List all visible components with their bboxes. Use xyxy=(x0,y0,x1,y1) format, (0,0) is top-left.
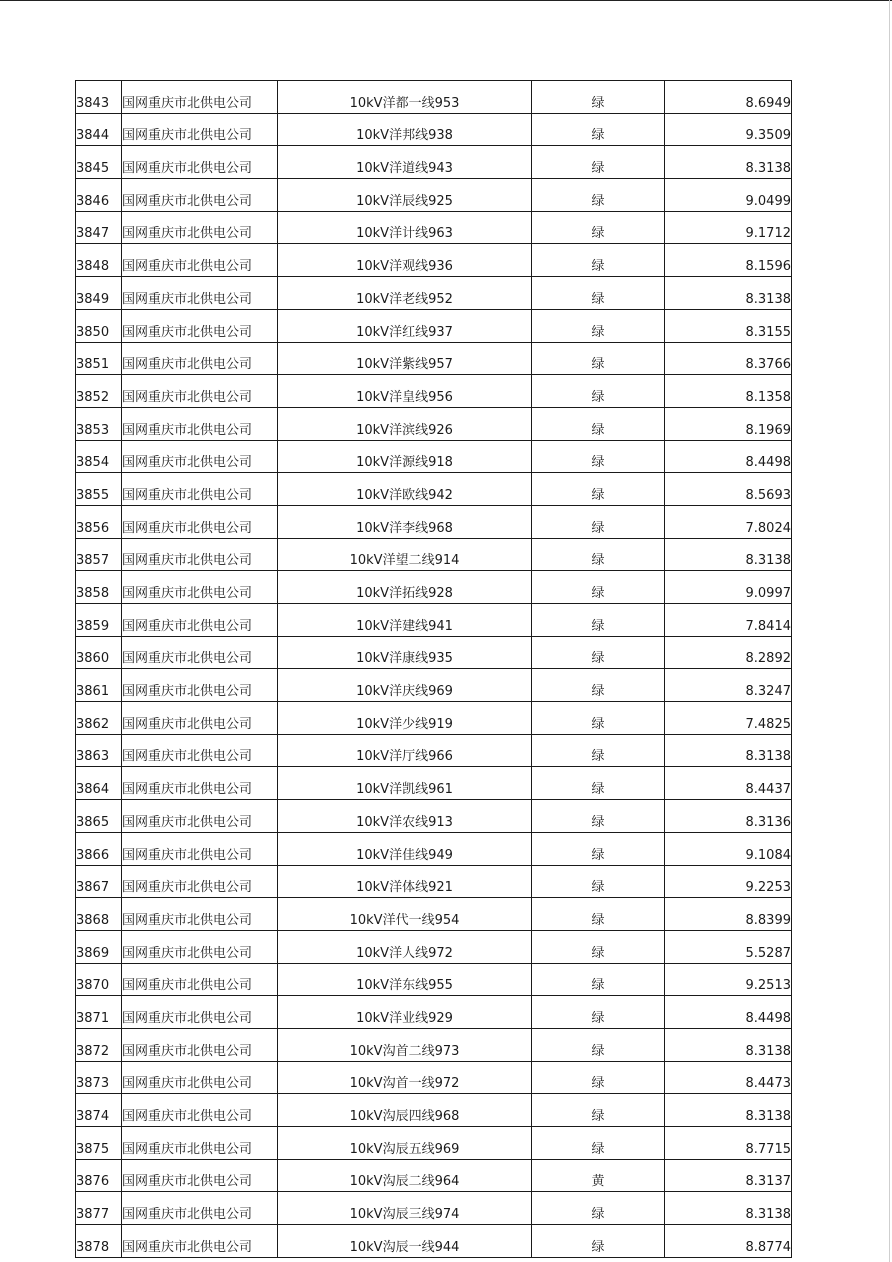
row-index-cell: 3846 xyxy=(76,179,122,212)
metric-value-cell: 8.5693 xyxy=(665,473,792,506)
feeder-line-name-cell: 10kV沟辰五线969 xyxy=(278,1127,532,1160)
company-name-cell: 国网重庆市北供电公司 xyxy=(122,1094,278,1127)
table-body xyxy=(76,81,792,1258)
feeder-line-name-cell: 10kV洋代一线954 xyxy=(278,898,532,931)
status-color-cell: 绿 xyxy=(532,734,665,767)
feeder-line-name-cell: 10kV洋厅线966 xyxy=(278,734,532,767)
feeder-data-table xyxy=(75,80,792,1258)
row-index-cell: 3873 xyxy=(76,1061,122,1094)
feeder-line-name-cell: 10kV洋体线921 xyxy=(278,865,532,898)
row-index-cell: 3867 xyxy=(76,865,122,898)
row-index-cell: 3877 xyxy=(76,1192,122,1225)
company-name-cell: 国网重庆市北供电公司 xyxy=(122,669,278,702)
status-color-cell: 绿 xyxy=(532,767,665,800)
company-name-cell: 国网重庆市北供电公司 xyxy=(122,538,278,571)
metric-value-cell: 8.3766 xyxy=(665,342,792,375)
row-index-cell: 3866 xyxy=(76,832,122,865)
table-row xyxy=(76,538,792,571)
row-index-cell: 3862 xyxy=(76,702,122,735)
table-row xyxy=(76,930,792,963)
status-color-cell: 绿 xyxy=(532,277,665,310)
company-name-cell: 国网重庆市北供电公司 xyxy=(122,113,278,146)
status-color-cell: 绿 xyxy=(532,179,665,212)
table-row xyxy=(76,1028,792,1061)
metric-value-cell: 8.3138 xyxy=(665,1192,792,1225)
row-index-cell: 3871 xyxy=(76,996,122,1029)
feeder-line-name-cell: 10kV洋源线918 xyxy=(278,440,532,473)
feeder-line-name-cell: 10kV洋邦线938 xyxy=(278,113,532,146)
feeder-line-name-cell: 10kV沟首二线973 xyxy=(278,1028,532,1061)
table-row xyxy=(76,211,792,244)
status-color-cell: 绿 xyxy=(532,930,665,963)
metric-value-cell: 8.8774 xyxy=(665,1225,792,1258)
status-color-cell: 绿 xyxy=(532,440,665,473)
status-color-cell: 绿 xyxy=(532,1192,665,1225)
feeder-line-name-cell: 10kV洋佳线949 xyxy=(278,832,532,865)
company-name-cell: 国网重庆市北供电公司 xyxy=(122,702,278,735)
company-name-cell: 国网重庆市北供电公司 xyxy=(122,146,278,179)
company-name-cell: 国网重庆市北供电公司 xyxy=(122,734,278,767)
metric-value-cell: 8.4498 xyxy=(665,996,792,1029)
company-name-cell: 国网重庆市北供电公司 xyxy=(122,1127,278,1160)
company-name-cell: 国网重庆市北供电公司 xyxy=(122,211,278,244)
metric-value-cell: 8.3138 xyxy=(665,538,792,571)
table-row xyxy=(76,113,792,146)
company-name-cell: 国网重庆市北供电公司 xyxy=(122,604,278,637)
feeder-line-name-cell: 10kV洋观线936 xyxy=(278,244,532,277)
feeder-line-name-cell: 10kV洋拓线928 xyxy=(278,571,532,604)
table-row xyxy=(76,342,792,375)
feeder-line-name-cell: 10kV洋康线935 xyxy=(278,636,532,669)
company-name-cell: 国网重庆市北供电公司 xyxy=(122,1028,278,1061)
table-row xyxy=(76,505,792,538)
company-name-cell: 国网重庆市北供电公司 xyxy=(122,277,278,310)
feeder-line-name-cell: 10kV洋紫线957 xyxy=(278,342,532,375)
metric-value-cell: 8.6949 xyxy=(665,81,792,114)
company-name-cell: 国网重庆市北供电公司 xyxy=(122,473,278,506)
table-row xyxy=(76,571,792,604)
row-index-cell: 3851 xyxy=(76,342,122,375)
table-row xyxy=(76,1225,792,1258)
status-color-cell: 绿 xyxy=(532,669,665,702)
feeder-line-name-cell: 10kV洋皇线956 xyxy=(278,375,532,408)
table-row xyxy=(76,244,792,277)
row-index-cell: 3843 xyxy=(76,81,122,114)
table-row xyxy=(76,1159,792,1192)
feeder-line-name-cell: 10kV沟辰三线974 xyxy=(278,1192,532,1225)
table-row xyxy=(76,277,792,310)
status-color-cell: 绿 xyxy=(532,538,665,571)
metric-value-cell: 8.1358 xyxy=(665,375,792,408)
row-index-cell: 3874 xyxy=(76,1094,122,1127)
feeder-line-name-cell: 10kV洋老线952 xyxy=(278,277,532,310)
company-name-cell: 国网重庆市北供电公司 xyxy=(122,800,278,833)
page-top-border xyxy=(0,0,892,1)
company-name-cell: 国网重庆市北供电公司 xyxy=(122,81,278,114)
company-name-cell: 国网重庆市北供电公司 xyxy=(122,1225,278,1258)
status-color-cell: 绿 xyxy=(532,963,665,996)
feeder-line-name-cell: 10kV洋红线937 xyxy=(278,309,532,342)
feeder-line-name-cell: 10kV洋都一线953 xyxy=(278,81,532,114)
company-name-cell: 国网重庆市北供电公司 xyxy=(122,505,278,538)
feeder-line-name-cell: 10kV沟辰二线964 xyxy=(278,1159,532,1192)
row-index-cell: 3859 xyxy=(76,604,122,637)
metric-value-cell: 9.1712 xyxy=(665,211,792,244)
status-color-cell: 绿 xyxy=(532,342,665,375)
table-row xyxy=(76,865,792,898)
row-index-cell: 3852 xyxy=(76,375,122,408)
row-index-cell: 3847 xyxy=(76,211,122,244)
status-color-cell: 绿 xyxy=(532,571,665,604)
feeder-line-name-cell: 10kV洋东线955 xyxy=(278,963,532,996)
row-index-cell: 3863 xyxy=(76,734,122,767)
metric-value-cell: 9.2253 xyxy=(665,865,792,898)
row-index-cell: 3861 xyxy=(76,669,122,702)
company-name-cell: 国网重庆市北供电公司 xyxy=(122,244,278,277)
row-index-cell: 3848 xyxy=(76,244,122,277)
status-color-cell: 绿 xyxy=(532,244,665,277)
company-name-cell: 国网重庆市北供电公司 xyxy=(122,179,278,212)
metric-value-cell: 8.3138 xyxy=(665,146,792,179)
table-row xyxy=(76,604,792,637)
row-index-cell: 3878 xyxy=(76,1225,122,1258)
metric-value-cell: 8.4473 xyxy=(665,1061,792,1094)
status-color-cell: 绿 xyxy=(532,1094,665,1127)
status-color-cell: 绿 xyxy=(532,505,665,538)
table-row xyxy=(76,767,792,800)
company-name-cell: 国网重庆市北供电公司 xyxy=(122,1061,278,1094)
table-row xyxy=(76,636,792,669)
metric-value-cell: 8.8399 xyxy=(665,898,792,931)
feeder-line-name-cell: 10kV洋辰线925 xyxy=(278,179,532,212)
metric-value-cell: 8.3138 xyxy=(665,1028,792,1061)
row-index-cell: 3854 xyxy=(76,440,122,473)
row-index-cell: 3875 xyxy=(76,1127,122,1160)
status-color-cell: 绿 xyxy=(532,865,665,898)
table-row xyxy=(76,473,792,506)
metric-value-cell: 5.5287 xyxy=(665,930,792,963)
feeder-line-name-cell: 10kV洋庆线969 xyxy=(278,669,532,702)
company-name-cell: 国网重庆市北供电公司 xyxy=(122,930,278,963)
metric-value-cell: 8.3138 xyxy=(665,277,792,310)
row-index-cell: 3860 xyxy=(76,636,122,669)
row-index-cell: 3857 xyxy=(76,538,122,571)
metric-value-cell: 8.2892 xyxy=(665,636,792,669)
metric-value-cell: 8.1969 xyxy=(665,407,792,440)
status-color-cell: 绿 xyxy=(532,146,665,179)
table-row xyxy=(76,669,792,702)
status-color-cell: 绿 xyxy=(532,113,665,146)
status-color-cell: 绿 xyxy=(532,1225,665,1258)
row-index-cell: 3850 xyxy=(76,309,122,342)
status-color-cell: 绿 xyxy=(532,898,665,931)
status-color-cell: 绿 xyxy=(532,1028,665,1061)
table-row xyxy=(76,81,792,114)
table-row xyxy=(76,702,792,735)
page-right-edge xyxy=(889,0,890,1262)
status-color-cell: 绿 xyxy=(532,604,665,637)
metric-value-cell: 7.8024 xyxy=(665,505,792,538)
feeder-line-name-cell: 10kV沟首一线972 xyxy=(278,1061,532,1094)
feeder-line-name-cell: 10kV洋农线913 xyxy=(278,800,532,833)
company-name-cell: 国网重庆市北供电公司 xyxy=(122,1159,278,1192)
metric-value-cell: 8.4498 xyxy=(665,440,792,473)
table-row xyxy=(76,1061,792,1094)
company-name-cell: 国网重庆市北供电公司 xyxy=(122,309,278,342)
feeder-line-name-cell: 10kV洋凯线961 xyxy=(278,767,532,800)
company-name-cell: 国网重庆市北供电公司 xyxy=(122,898,278,931)
feeder-line-name-cell: 10kV沟辰四线968 xyxy=(278,1094,532,1127)
feeder-line-name-cell: 10kV洋少线919 xyxy=(278,702,532,735)
metric-value-cell: 7.4825 xyxy=(665,702,792,735)
metric-value-cell: 8.4437 xyxy=(665,767,792,800)
table-row xyxy=(76,440,792,473)
status-color-cell: 绿 xyxy=(532,702,665,735)
metric-value-cell: 9.0499 xyxy=(665,179,792,212)
table-row xyxy=(76,179,792,212)
company-name-cell: 国网重庆市北供电公司 xyxy=(122,407,278,440)
metric-value-cell: 8.3138 xyxy=(665,734,792,767)
metric-value-cell: 8.3136 xyxy=(665,800,792,833)
company-name-cell: 国网重庆市北供电公司 xyxy=(122,963,278,996)
status-color-cell: 绿 xyxy=(532,309,665,342)
company-name-cell: 国网重庆市北供电公司 xyxy=(122,571,278,604)
metric-value-cell: 9.2513 xyxy=(665,963,792,996)
feeder-line-name-cell: 10kV洋欧线942 xyxy=(278,473,532,506)
status-color-cell: 绿 xyxy=(532,1061,665,1094)
feeder-line-name-cell: 10kV洋计线963 xyxy=(278,211,532,244)
row-index-cell: 3864 xyxy=(76,767,122,800)
row-index-cell: 3872 xyxy=(76,1028,122,1061)
row-index-cell: 3870 xyxy=(76,963,122,996)
metric-value-cell: 8.3137 xyxy=(665,1159,792,1192)
status-color-cell: 绿 xyxy=(532,1127,665,1160)
status-color-cell: 绿 xyxy=(532,473,665,506)
table-row xyxy=(76,407,792,440)
company-name-cell: 国网重庆市北供电公司 xyxy=(122,767,278,800)
feeder-line-name-cell: 10kV洋人线972 xyxy=(278,930,532,963)
table-row xyxy=(76,800,792,833)
row-index-cell: 3868 xyxy=(76,898,122,931)
table-row xyxy=(76,996,792,1029)
row-index-cell: 3845 xyxy=(76,146,122,179)
table-row xyxy=(76,1094,792,1127)
company-name-cell: 国网重庆市北供电公司 xyxy=(122,865,278,898)
company-name-cell: 国网重庆市北供电公司 xyxy=(122,1192,278,1225)
metric-value-cell: 9.1084 xyxy=(665,832,792,865)
table-row xyxy=(76,1192,792,1225)
row-index-cell: 3849 xyxy=(76,277,122,310)
metric-value-cell: 8.1596 xyxy=(665,244,792,277)
feeder-line-name-cell: 10kV沟辰一线944 xyxy=(278,1225,532,1258)
company-name-cell: 国网重庆市北供电公司 xyxy=(122,440,278,473)
table-row xyxy=(76,309,792,342)
company-name-cell: 国网重庆市北供电公司 xyxy=(122,832,278,865)
status-color-cell: 绿 xyxy=(532,832,665,865)
status-color-cell: 绿 xyxy=(532,800,665,833)
status-color-cell: 绿 xyxy=(532,636,665,669)
status-color-cell: 绿 xyxy=(532,996,665,1029)
status-color-cell: 绿 xyxy=(532,81,665,114)
status-color-cell: 绿 xyxy=(532,375,665,408)
metric-value-cell: 9.0997 xyxy=(665,571,792,604)
feeder-line-name-cell: 10kV洋道线943 xyxy=(278,146,532,179)
company-name-cell: 国网重庆市北供电公司 xyxy=(122,996,278,1029)
table-row xyxy=(76,898,792,931)
row-index-cell: 3865 xyxy=(76,800,122,833)
row-index-cell: 3855 xyxy=(76,473,122,506)
company-name-cell: 国网重庆市北供电公司 xyxy=(122,636,278,669)
table-row xyxy=(76,375,792,408)
table-row xyxy=(76,734,792,767)
status-color-cell: 绿 xyxy=(532,407,665,440)
row-index-cell: 3869 xyxy=(76,930,122,963)
feeder-line-name-cell: 10kV洋望二线914 xyxy=(278,538,532,571)
table-row xyxy=(76,1127,792,1160)
row-index-cell: 3844 xyxy=(76,113,122,146)
metric-value-cell: 8.3138 xyxy=(665,1094,792,1127)
feeder-line-name-cell: 10kV洋建线941 xyxy=(278,604,532,637)
table-row xyxy=(76,146,792,179)
row-index-cell: 3858 xyxy=(76,571,122,604)
metric-value-cell: 9.3509 xyxy=(665,113,792,146)
row-index-cell: 3853 xyxy=(76,407,122,440)
table-row xyxy=(76,963,792,996)
metric-value-cell: 8.3155 xyxy=(665,309,792,342)
company-name-cell: 国网重庆市北供电公司 xyxy=(122,342,278,375)
company-name-cell: 国网重庆市北供电公司 xyxy=(122,375,278,408)
metric-value-cell: 8.7715 xyxy=(665,1127,792,1160)
feeder-line-name-cell: 10kV洋李线968 xyxy=(278,505,532,538)
status-color-cell: 黄 xyxy=(532,1159,665,1192)
row-index-cell: 3856 xyxy=(76,505,122,538)
status-color-cell: 绿 xyxy=(532,211,665,244)
feeder-line-name-cell: 10kV洋滨线926 xyxy=(278,407,532,440)
row-index-cell: 3876 xyxy=(76,1159,122,1192)
feeder-line-name-cell: 10kV洋业线929 xyxy=(278,996,532,1029)
metric-value-cell: 7.8414 xyxy=(665,604,792,637)
metric-value-cell: 8.3247 xyxy=(665,669,792,702)
table-row xyxy=(76,832,792,865)
